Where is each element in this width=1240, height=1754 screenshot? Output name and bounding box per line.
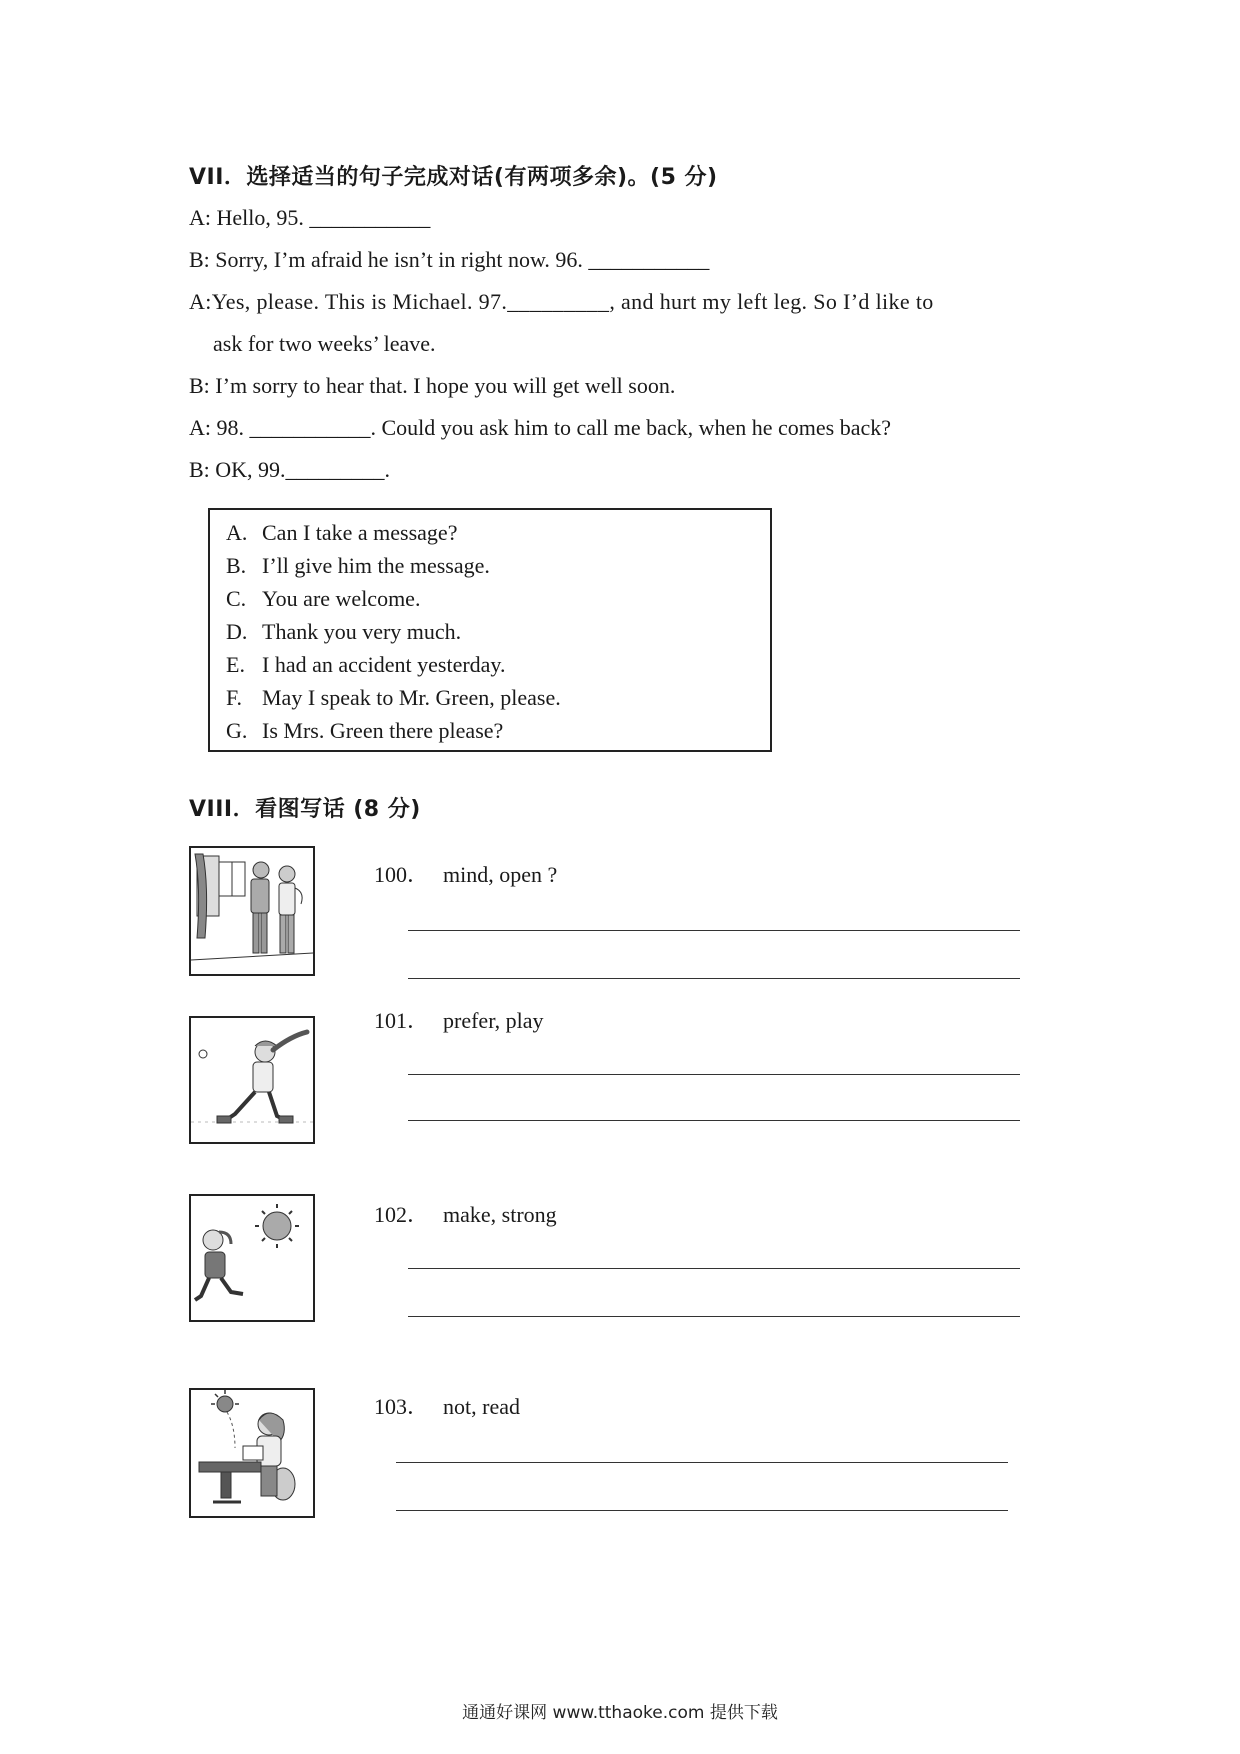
option-item <box>226 520 457 546</box>
question-number: 100． <box>374 862 430 887</box>
dialogue-line: A: 98. ___________. Could you ask him to call me back, when he comes back? <box>189 415 892 440</box>
section-8-heading: VIII．看图写话 (8 分) <box>189 797 421 822</box>
picture-svg <box>191 848 313 974</box>
option-item <box>226 619 461 645</box>
boy-baseball-bat-illustration <box>189 1016 315 1144</box>
answer-line[interactable] <box>408 1074 1020 1075</box>
option-text: May I speak to Mr. Green, please. <box>262 685 561 710</box>
answer-line[interactable] <box>408 930 1020 931</box>
option-letter: C. <box>226 586 247 611</box>
option-letter: E. <box>226 652 245 677</box>
question-prompt: make, strong <box>443 1202 557 1227</box>
question-prompt: prefer, play <box>443 1008 544 1033</box>
option-letter: D. <box>226 619 248 644</box>
option-letter: G. <box>226 718 248 743</box>
option-letter: F. <box>226 685 242 710</box>
answer-line[interactable] <box>396 1510 1008 1511</box>
two-boys-window-illustration <box>189 846 315 976</box>
picture-svg <box>191 1390 313 1516</box>
option-letter: B. <box>226 553 247 578</box>
answer-line[interactable] <box>408 978 1020 979</box>
answer-line[interactable] <box>396 1462 1008 1463</box>
writing-question <box>374 1390 520 1421</box>
answer-line[interactable] <box>408 1120 1020 1121</box>
page-footer: 通通好课网 www.tthaoke.com 提供下载 <box>462 1703 778 1723</box>
option-item <box>226 652 506 678</box>
writing-question <box>374 858 557 889</box>
question-prompt: mind, open ? <box>443 862 558 887</box>
option-text: You are welcome. <box>262 586 421 611</box>
option-text: Is Mrs. Green there please? <box>262 718 504 743</box>
dialogue-line: B: Sorry, I’m afraid he isn’t in right now. 96. ___________ <box>189 247 710 272</box>
dialogue-line: A:Yes, please. This is Michael. 97._________, and hurt my left leg. So I’d like to <box>189 289 934 314</box>
dialogue-line: B: I’m sorry to hear that. I hope you will get well soon. <box>189 373 676 398</box>
question-prompt: not, read <box>443 1394 520 1419</box>
option-item <box>226 718 503 744</box>
option-text: Thank you very much. <box>262 619 462 644</box>
dialogue-line: A: Hello, 95. ___________ <box>189 205 431 230</box>
option-letter: A. <box>226 520 248 545</box>
option-text: Can I take a message? <box>262 520 458 545</box>
option-text: I’ll give him the message. <box>262 553 490 578</box>
option-item <box>226 586 420 612</box>
dialogue-line: ask for two weeks’ leave. <box>213 331 436 356</box>
girl-reading-sun-illustration <box>189 1388 315 1518</box>
question-number: 101． <box>374 1008 430 1033</box>
picture-svg <box>191 1196 313 1320</box>
question-number: 102． <box>374 1202 430 1227</box>
options-box <box>208 508 772 752</box>
answer-line[interactable] <box>408 1316 1020 1317</box>
answer-line[interactable] <box>408 1268 1020 1269</box>
option-item <box>226 553 490 579</box>
section-7-heading: VII．选择适当的句子完成对话(有两项多余)。(5 分) <box>189 165 718 190</box>
picture-svg <box>191 1018 313 1142</box>
option-item <box>226 685 561 711</box>
dialogue-line: B: OK, 99._________. <box>189 457 391 482</box>
writing-question <box>374 1198 557 1229</box>
writing-question <box>374 1004 544 1035</box>
girl-running-sun-illustration <box>189 1194 315 1322</box>
option-text: I had an accident yesterday. <box>262 652 506 677</box>
question-number: 103． <box>374 1394 430 1419</box>
